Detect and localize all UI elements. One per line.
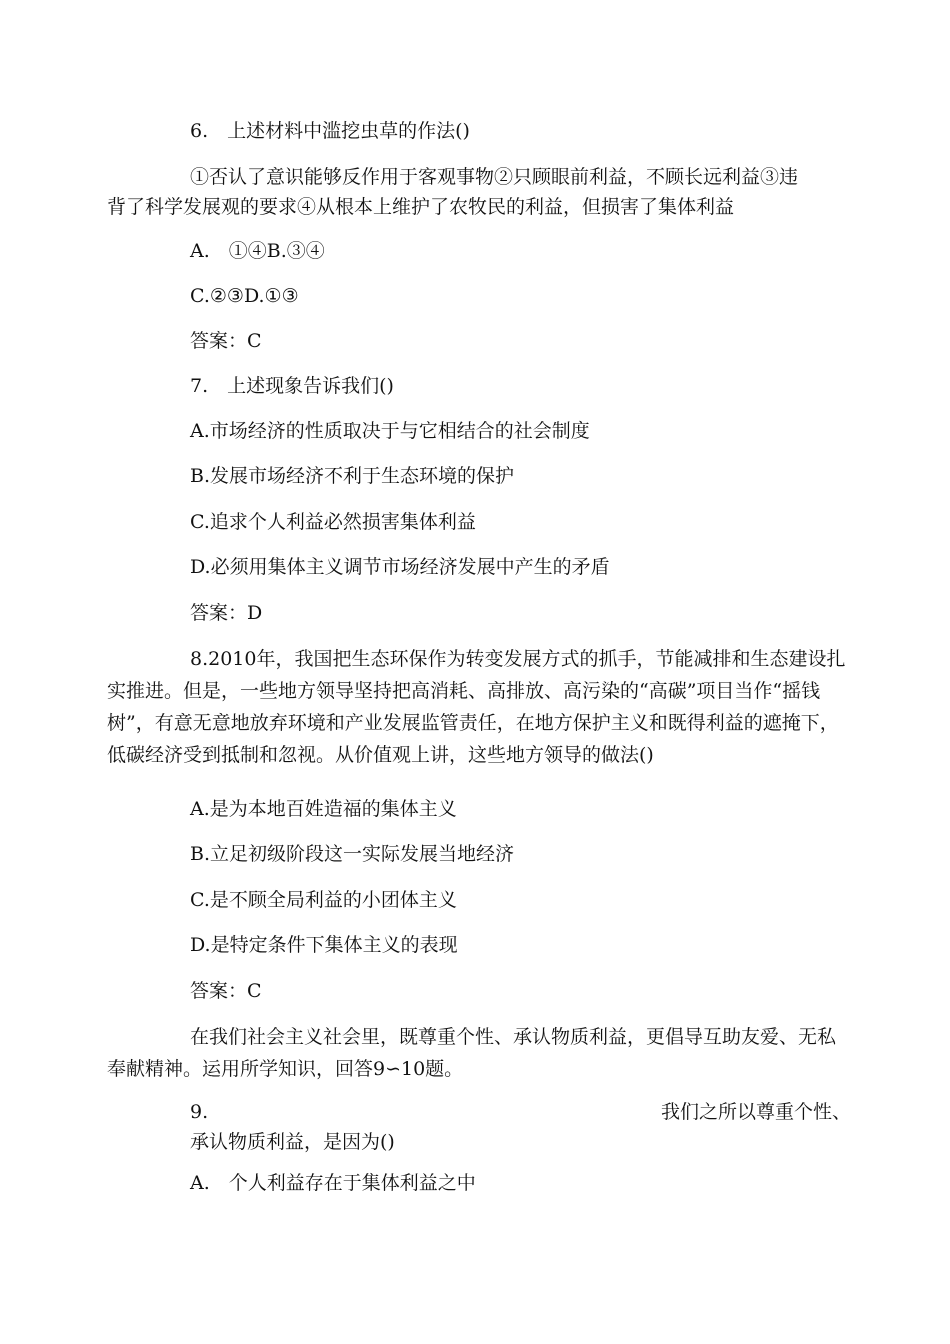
q9-stem-right: 我们之所以尊重个性、	[661, 1101, 852, 1123]
q8-option-c: C.是不顾全局利益的小团体主义	[190, 889, 457, 911]
q9-number: 9.	[190, 1101, 209, 1123]
q8-option-d: D.是特定条件下集体主义的表现	[190, 934, 458, 956]
q6-items-line1: ①否认了意识能够反作用于客观事物②只顾眼前利益，不顾长远利益③违	[190, 166, 799, 188]
q7-option-b: B.发展市场经济不利于生态环境的保护	[190, 465, 515, 487]
q8-option-a: A.是为本地百姓造福的集体主义	[190, 798, 457, 820]
q8-stem: 8.2010年，我国把生态环保作为转变发展方式的抓手，节能减排和生态建设扎实推进。但是，一些地方领导坚持把高消耗、高排放、高污染的“高碳”项目当作“摇钱树”，有意无意地放弃环境和产业发展监管责任，在地方保护主义和既得利益的遮掩下，低碳经济受到抵制和忽视。从价值观上讲，这些地方领导的做法()	[107, 648, 846, 766]
q7-option-a: A.市场经济的性质取决于与它相结合的社会制度	[190, 420, 590, 442]
q9-option-a: A. 个人利益存在于集体利益之中	[190, 1172, 476, 1194]
q6-option-cd: C.②③D.①③	[190, 285, 299, 307]
q6-items-line2: 背了科学发展观的要求④从根本上维护了农牧民的利益，但损害了集体利益	[107, 196, 735, 218]
q7-stem: 7. 上述现象告诉我们()	[190, 375, 394, 397]
q7-option-c: C.追求个人利益必然损害集体利益	[190, 511, 476, 533]
intro-paragraph: 在我们社会主义社会里，既尊重个性、承认物质利益，更倡导互助友爱、无私奉献精神。运用所学知识，回答9∽10题。	[107, 1026, 837, 1080]
q6-stem: 6. 上述材料中滥挖虫草的作法()	[190, 120, 470, 142]
q9-stem-line2: 承认物质利益，是因为()	[190, 1131, 395, 1153]
q7-option-d: D.必须用集体主义调节市场经济发展中产生的矛盾	[190, 556, 610, 578]
q8-answer: 答案：C	[190, 980, 262, 1002]
q6-answer: 答案：C	[190, 330, 262, 352]
q6-option-ab: A. ①④B.③④	[190, 240, 325, 262]
q8-option-b: B.立足初级阶段这一实际发展当地经济	[190, 843, 515, 865]
q7-answer: 答案：D	[190, 602, 263, 624]
